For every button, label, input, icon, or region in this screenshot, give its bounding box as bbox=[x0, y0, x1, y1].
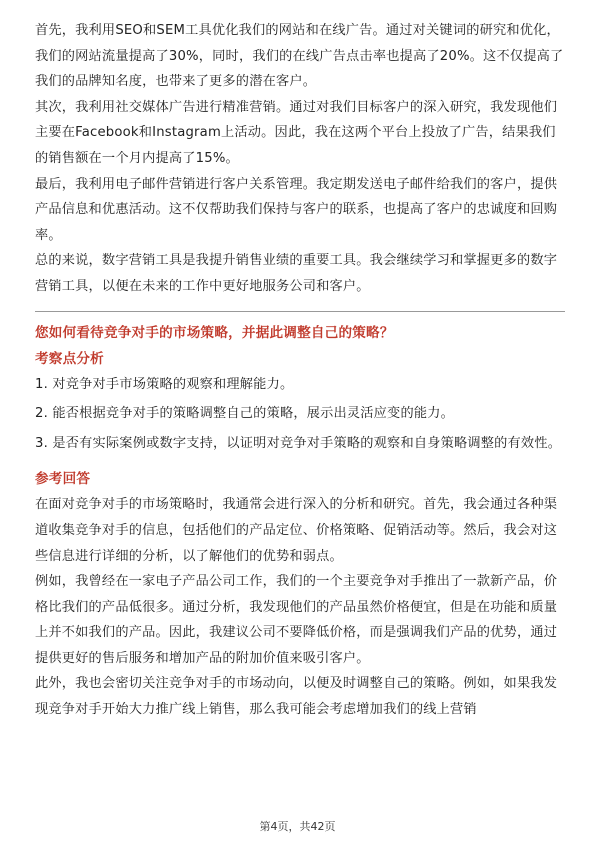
answer-section bbox=[35, 466, 565, 722]
page-number: 第4页，共42页 bbox=[259, 820, 336, 833]
analysis-item: 3. 是否有实际案例或数字支持，以证明对竞争对手策略的观察和自身策略调整的有效性。 bbox=[35, 435, 562, 451]
intro-section bbox=[35, 18, 565, 300]
intro-paragraph-summary: 总的来说，数字营销工具是我提升销售业绩的重要工具。我会继续学习和掌握更多的数字营销工具，以便在未来的工作中更好地服务公司和客户。 bbox=[35, 253, 558, 294]
answer-paragraph: 此外，我也会密切关注竞争对手的市场动向，以便及时调整自己的策略。例如，如果我发现竞争对手开始大力推广线上销售，那么我可能会考虑增加我们的线上营销 bbox=[35, 676, 558, 718]
page-content bbox=[35, 18, 565, 723]
analysis-item: 1. 对竞争对手市场策略的观察和理解能力。 bbox=[35, 376, 294, 392]
answer-heading: 参考回答 bbox=[35, 471, 91, 488]
answer-paragraph: 例如，我曾经在一家电子产品公司工作，我们的一个主要竞争对手推出了一款新产品，价格比我们的产品低很多。通过分析，我发现他们的产品虽然价格便宜，但是在功能和质量上并不如我们的产品。因此，我建议公司不要降低价格，而是强调我们产品的优势，通过提供更好的售后服务和增加产品的附加价值来吸引客户。 bbox=[35, 574, 558, 666]
analysis-item: 2. 能否根据竞争对手的策略调整自己的策略，展示出灵活应变的能力。 bbox=[35, 406, 454, 422]
intro-paragraph-email: 最后，我利用电子邮件营销进行客户关系管理。我定期发送电子邮件给我们的客户，提供产品信息和优惠活动。这不仅帮助我们保持与客户的联系，也提高了客户的忠诚度和回购率。 bbox=[35, 176, 558, 243]
answer-paragraph: 在面对竞争对手的市场策略时，我通常会进行深入的分析和研究。首先，我会通过各种渠道收集竞争对手的信息，包括他们的产品定位、价格策略、促销活动等。然后，我会对这些信息进行详细的分析，以了解他们的优势和弱点。 bbox=[35, 497, 558, 564]
analysis-section bbox=[35, 346, 565, 457]
analysis-heading: 考察点分析 bbox=[35, 350, 104, 367]
intro-paragraph-seo: 首先，我利用SEO和SEM工具优化我们的网站和在线广告。通过对关键词的研究和优化，我们的网站流量提高了30%，同时，我们的在线广告点击率也提高了20%。这不仅提高了我们的品牌知名度，也带来了更多的潜在客户。 bbox=[35, 23, 564, 90]
question-title: 您如何看待竞争对手的市场策略，并据此调整自己的策略？ bbox=[35, 324, 394, 341]
intro-paragraph-social: 其次，我利用社交媒体广告进行精准营销。通过对我们目标客户的深入研究，我发现他们主要在Facebook和Instagram上活动。因此，我在这两个平台上投放了广告，结果我们的销售额在一个月内提高了15%。 bbox=[35, 99, 558, 166]
section-divider bbox=[35, 311, 565, 312]
